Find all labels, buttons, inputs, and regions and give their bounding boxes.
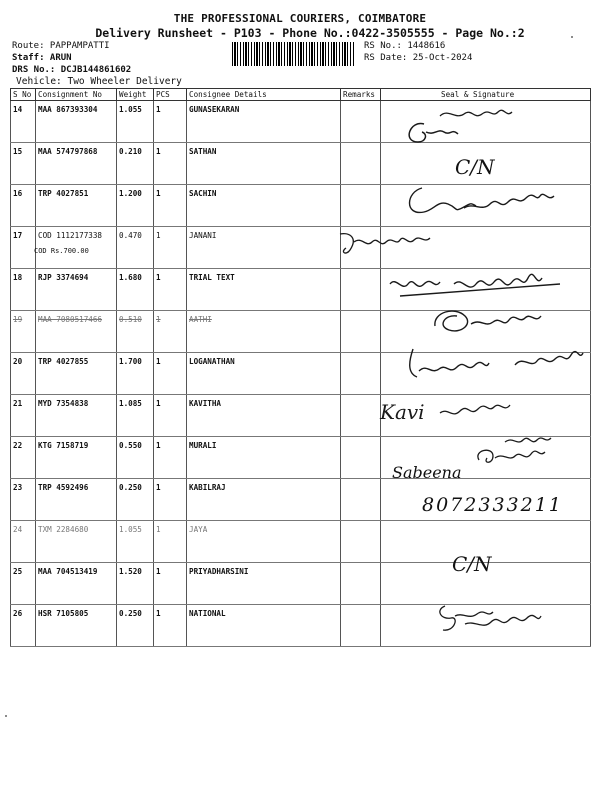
cod-amount-note: COD Rs.700.00 [34, 247, 89, 255]
table-row [11, 563, 591, 605]
row-signature [381, 605, 591, 647]
row-sno: 23 [11, 479, 36, 521]
row-consignment: COD 1112177338 [38, 231, 103, 240]
row-pcs: 1 [154, 437, 187, 479]
row-sno: 16 [11, 185, 36, 227]
row-sno: 22 [11, 437, 36, 479]
handwritten-phone: 8072333211 [422, 494, 563, 516]
row-remarks [341, 227, 381, 269]
row-remarks [341, 269, 381, 311]
row-remarks [341, 437, 381, 479]
row-weight: 1.680 [117, 269, 154, 311]
row-sno: 19 [11, 311, 36, 353]
row-weight: 1.055 [117, 101, 154, 143]
row-consignment: HSR 7105805 [36, 605, 117, 647]
runsheet-subtitle: Delivery Runsheet - P103 - Phone No.:0422-3505555 - Page No.:2 [95, 26, 525, 40]
handwritten-cn-25: C/N [452, 552, 492, 576]
row-pcs: 1 [154, 269, 187, 311]
row-weight: 0.470 [117, 227, 154, 269]
row-consignment: KTG 7158719 [36, 437, 117, 479]
row-consignment: MAA 7080517466 [36, 311, 117, 353]
row-pcs: 1 [154, 521, 187, 563]
row-remarks [341, 143, 381, 185]
table-row [11, 395, 591, 437]
handwritten-sabeena: Sabeena [392, 463, 462, 482]
row-remarks [341, 101, 381, 143]
rs-number: RS No.: 1448616 [364, 41, 446, 51]
row-weight: 1.200 [117, 185, 154, 227]
row-remarks [341, 395, 381, 437]
table-header-row [11, 89, 591, 101]
row-remarks [341, 185, 381, 227]
row-sno: 25 [11, 563, 36, 605]
row-sno: 21 [11, 395, 36, 437]
row-pcs: 1 [154, 143, 187, 185]
table-row [11, 143, 591, 185]
row-consignment: RJP 3374694 [36, 269, 117, 311]
col-header-remarks: Remarks [341, 89, 381, 101]
row-pcs: 1 [154, 311, 187, 353]
row-signature [381, 227, 591, 269]
row-consignment: TRP 4592496 [36, 479, 117, 521]
row-consignee: TRIAL TEXT [187, 269, 341, 311]
row-sno: 26 [11, 605, 36, 647]
row-signature [381, 311, 591, 353]
row-consignment: TRP 4027855 [36, 353, 117, 395]
row-weight: 0.250 [117, 479, 154, 521]
row-signature [381, 395, 591, 437]
row-remarks [341, 479, 381, 521]
row-weight: 1.055 [117, 521, 154, 563]
table-row [11, 311, 591, 353]
runsheet-table [10, 88, 591, 647]
row-pcs: 1 [154, 479, 187, 521]
row-remarks [341, 605, 381, 647]
drs-label: DRS No.: DCJB144861602 [12, 65, 132, 75]
table-row [11, 101, 591, 143]
row-consignee: LOGANATHAN [187, 353, 341, 395]
row-consignment: MAA 867393304 [36, 101, 117, 143]
row-remarks [341, 563, 381, 605]
row-weight: 1.700 [117, 353, 154, 395]
row-consignment: MYD 7354838 [36, 395, 117, 437]
row-weight: 0.510 [117, 311, 154, 353]
col-header-signature: Seal & Signature [381, 89, 591, 101]
table-row [11, 521, 591, 563]
handwritten-cn-15: C/N [455, 155, 495, 179]
row-sno: 24 [11, 521, 36, 563]
row-sno: 20 [11, 353, 36, 395]
scan-speck [571, 36, 573, 38]
row-sno: 14 [11, 101, 36, 143]
row-consignee: JAYA [187, 521, 341, 563]
row-pcs: 1 [154, 395, 187, 437]
col-header-consignment: Consignment No [36, 89, 117, 101]
row-consignment: TRP 4027851 [36, 185, 117, 227]
table-row [11, 269, 591, 311]
row-weight: 1.520 [117, 563, 154, 605]
row-consignee: KAVITHA [187, 395, 341, 437]
row-consignment: MAA 574797868 [36, 143, 117, 185]
row-sno: 17 [11, 227, 36, 269]
row-sno: 18 [11, 269, 36, 311]
col-header-pcs: PCS [154, 89, 187, 101]
row-consignment-cell [36, 227, 117, 269]
row-consignee: GUNASEKARAN [187, 101, 341, 143]
row-consignee: NATIONAL [187, 605, 341, 647]
row-remarks [341, 353, 381, 395]
row-consignee: JANANI [187, 227, 341, 269]
row-pcs: 1 [154, 185, 187, 227]
row-sno: 15 [11, 143, 36, 185]
row-consignment: MAA 704513419 [36, 563, 117, 605]
table-row [11, 227, 591, 269]
route-label: Route: PAPPAMPATTI [12, 41, 110, 51]
scan-speck [5, 715, 7, 717]
row-pcs: 1 [154, 605, 187, 647]
row-pcs: 1 [154, 353, 187, 395]
row-remarks [341, 521, 381, 563]
row-consignee: SATHAN [187, 143, 341, 185]
row-pcs: 1 [154, 563, 187, 605]
row-consignee: MURALI [187, 437, 341, 479]
row-signature [381, 185, 591, 227]
table-row [11, 353, 591, 395]
row-consignee: KABILRAJ [187, 479, 341, 521]
row-pcs: 1 [154, 227, 187, 269]
barcode-image [232, 42, 354, 66]
staff-label: Staff: ARUN [12, 53, 72, 63]
company-title: THE PROFESSIONAL COURIERS, COIMBATORE [173, 12, 427, 25]
row-remarks [341, 311, 381, 353]
row-pcs: 1 [154, 101, 187, 143]
table-row [11, 185, 591, 227]
table-row [11, 605, 591, 647]
vehicle-label: Vehicle: Two Wheeler Delivery [16, 76, 182, 87]
handwritten-kavi: Kavi [380, 400, 425, 424]
row-signature [381, 269, 591, 311]
row-consignee: PRIYADHARSINI [187, 563, 341, 605]
row-consignee: AATHI [187, 311, 341, 353]
row-consignee: SACHIN [187, 185, 341, 227]
row-weight: 0.550 [117, 437, 154, 479]
row-weight: 1.085 [117, 395, 154, 437]
row-weight: 0.250 [117, 605, 154, 647]
row-signature [381, 101, 591, 143]
col-header-sno: S No [11, 89, 36, 101]
rs-date: RS Date: 25-Oct-2024 [364, 53, 473, 63]
row-consignment: TXM 2284680 [36, 521, 117, 563]
col-header-weight: Weight [117, 89, 154, 101]
row-weight: 0.210 [117, 143, 154, 185]
table-row [11, 437, 591, 479]
col-header-consignee: Consignee Details [187, 89, 341, 101]
row-signature [381, 353, 591, 395]
